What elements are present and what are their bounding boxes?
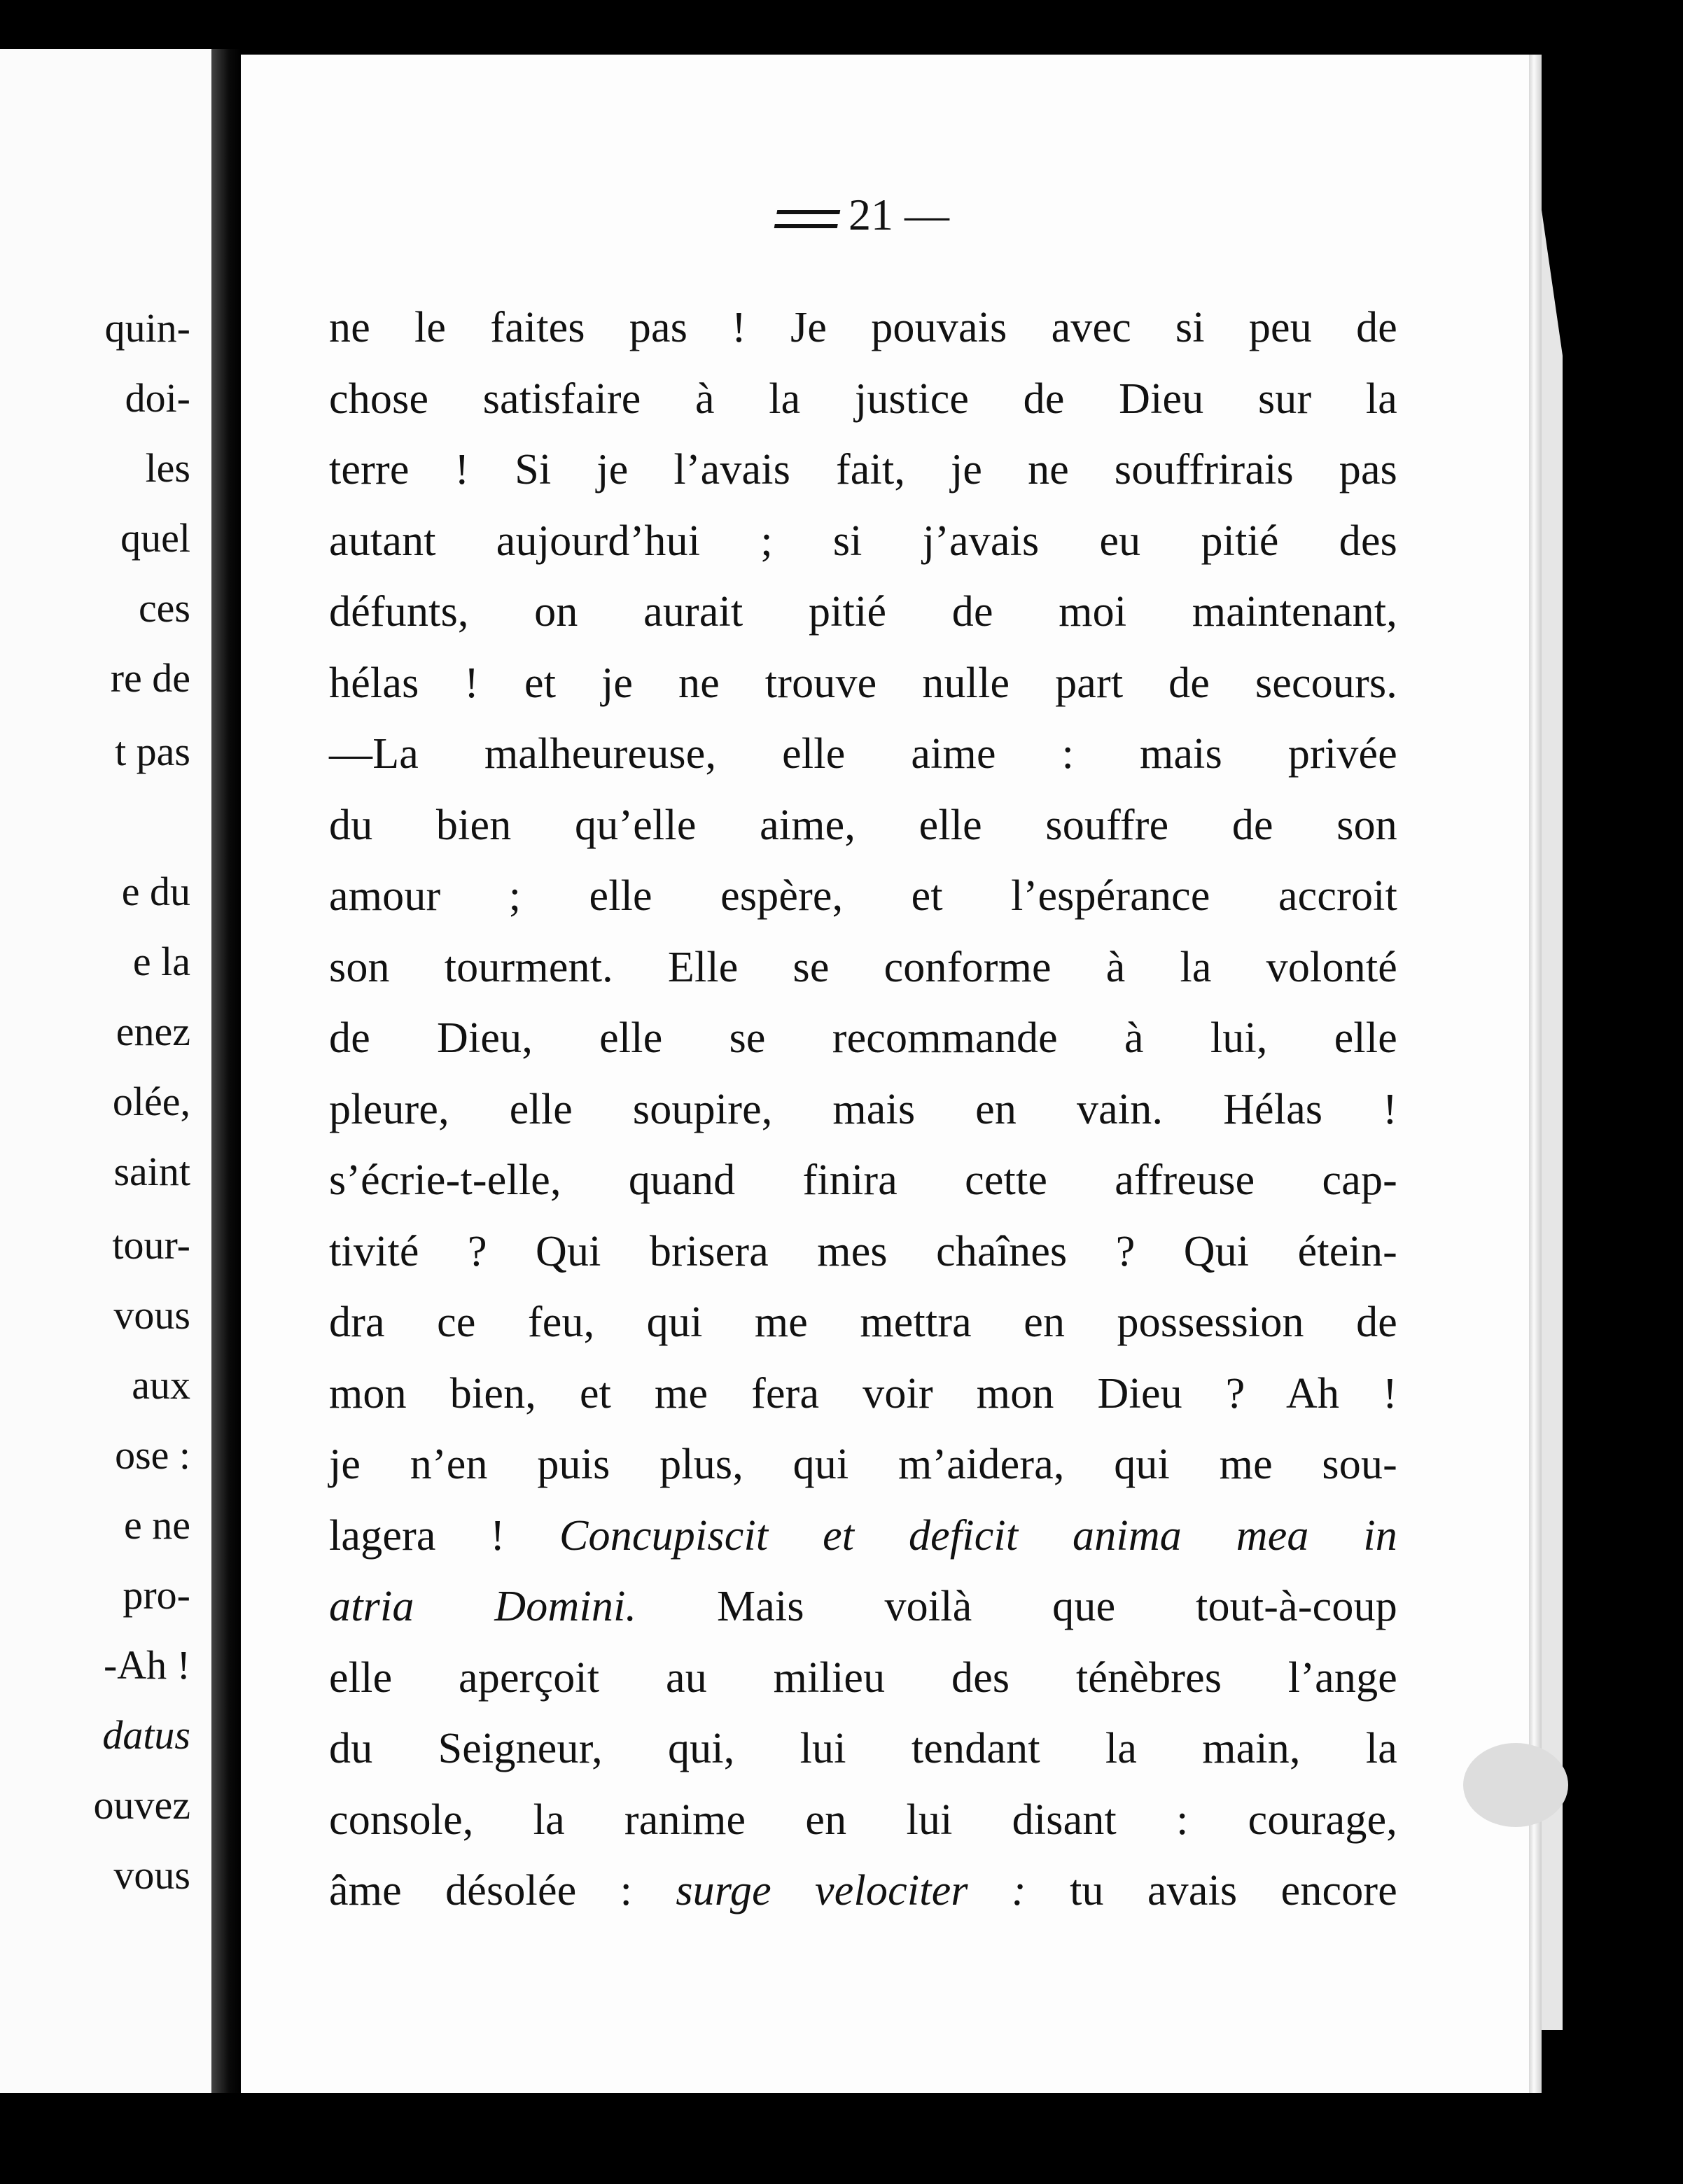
text-line	[329, 435, 1397, 505]
previous-page-line: quel	[120, 515, 190, 561]
previous-page-line: doi-	[125, 375, 190, 421]
text-line	[329, 1572, 1397, 1642]
previous-page-line: -Ah !	[103, 1642, 190, 1688]
previous-page-line: ose :	[115, 1432, 190, 1478]
text-line	[329, 1145, 1397, 1215]
previous-page-line: enez	[116, 1009, 190, 1054]
text-run: âme désolée :	[329, 1867, 676, 1914]
previous-page-line: e ne	[124, 1502, 190, 1548]
text-line	[329, 1287, 1397, 1357]
text-line	[329, 1359, 1397, 1429]
previous-page-line: vous	[113, 1852, 190, 1898]
text-line	[329, 577, 1397, 647]
text-run: elle aperçoit au milieu des ténèbres l’ange	[329, 1653, 1397, 1702]
italic-text: surge velociter :	[676, 1867, 1026, 1914]
previous-page-line: pro-	[123, 1572, 190, 1618]
text-line	[329, 1856, 1397, 1926]
previous-page-line: t pas	[115, 729, 190, 774]
previous-page-line: olée,	[112, 1079, 190, 1124]
previous-page	[0, 49, 223, 2093]
previous-page-line: datus	[102, 1712, 190, 1758]
text-line	[329, 648, 1397, 718]
paper-stain	[1463, 1743, 1568, 1827]
text-run: je n’en puis plus, qui m’aidera, qui me sou-	[329, 1441, 1397, 1488]
text-line	[329, 293, 1397, 363]
italic-text: Concupiscit et deficit anima mea in	[559, 1511, 1397, 1560]
text-line	[329, 1217, 1397, 1287]
text-run: amour ; elle espère, et l’espérance accroit	[329, 872, 1397, 920]
previous-page-line: e du	[121, 869, 190, 914]
previous-page-line: ouvez	[93, 1782, 190, 1828]
text-line	[329, 719, 1397, 789]
text-line	[329, 1074, 1397, 1144]
text-run: mon bien, et me fera voir mon Dieu ? Ah !	[329, 1369, 1397, 1418]
text-line	[329, 790, 1397, 860]
previous-page-line: re de	[110, 655, 190, 701]
book-gutter	[211, 49, 241, 2093]
page-number	[776, 189, 949, 241]
text-run: lagera !	[329, 1511, 559, 1560]
text-run: Mais voilà que tout-à-coup	[636, 1583, 1398, 1630]
previous-page-line: quin-	[104, 305, 190, 351]
text-run: défunts, on aurait pitié de moi maintenant,	[329, 588, 1397, 636]
text-run: tu avais encore	[1026, 1867, 1397, 1914]
text-run: console, la ranime en lui disant : courage,	[329, 1795, 1397, 1844]
text-line	[329, 861, 1397, 931]
text-line	[329, 1785, 1397, 1855]
text-run: du bien qu’elle aime, elle souffre de son	[329, 801, 1397, 849]
previous-page-line: les	[145, 445, 190, 491]
text-run: son tourment. Elle se conforme à la volonté	[329, 943, 1397, 991]
text-run: chose satisfaire à la justice de Dieu sur la	[329, 374, 1397, 423]
text-line	[329, 506, 1397, 576]
text-line	[329, 932, 1397, 1002]
text-line	[329, 1643, 1397, 1713]
text-line	[329, 1501, 1397, 1571]
previous-page-line: tour-	[112, 1222, 190, 1268]
text-run: —La malheureuse, elle aime : mais privée	[329, 730, 1397, 778]
text-run: hélas ! et je ne trouve nulle part de secours.	[329, 659, 1397, 707]
text-run: de Dieu, elle se recommande à lui, elle	[329, 1014, 1397, 1062]
previous-page-line: aux	[132, 1362, 190, 1408]
previous-page-line: saint	[113, 1149, 190, 1194]
text-run: pleure, elle soupire, mais en vain. Hélas !	[329, 1085, 1397, 1133]
text-run: s’écrie-t-elle, quand finira cette affreuse cap-	[329, 1156, 1397, 1204]
text-run: terre ! Si je l’avais fait, je ne souffrirais pas	[329, 446, 1397, 493]
text-line	[329, 1714, 1397, 1784]
italic-text: atria Domini.	[329, 1583, 637, 1630]
text-run: du Seigneur, qui, lui tendant la main, la	[329, 1725, 1397, 1772]
text-run: tivité ? Qui brisera mes chaînes ? Qui étein-	[329, 1227, 1397, 1275]
text-line	[329, 1003, 1397, 1073]
text-line	[329, 1429, 1397, 1499]
page-number-text: 21 —	[849, 190, 949, 239]
previous-page-line: e la	[132, 939, 190, 984]
text-run: dra ce feu, qui me mettra en possession de	[329, 1298, 1397, 1346]
text-run: autant aujourd’hui ; si j’avais eu pitié des	[329, 517, 1397, 565]
previous-page-line: ces	[138, 585, 190, 631]
ornament-dash	[774, 210, 841, 228]
text-run: ne le faites pas ! Je pouvais avec si peu de	[329, 304, 1397, 351]
previous-page-line: vous	[113, 1292, 190, 1338]
text-line	[329, 364, 1397, 434]
